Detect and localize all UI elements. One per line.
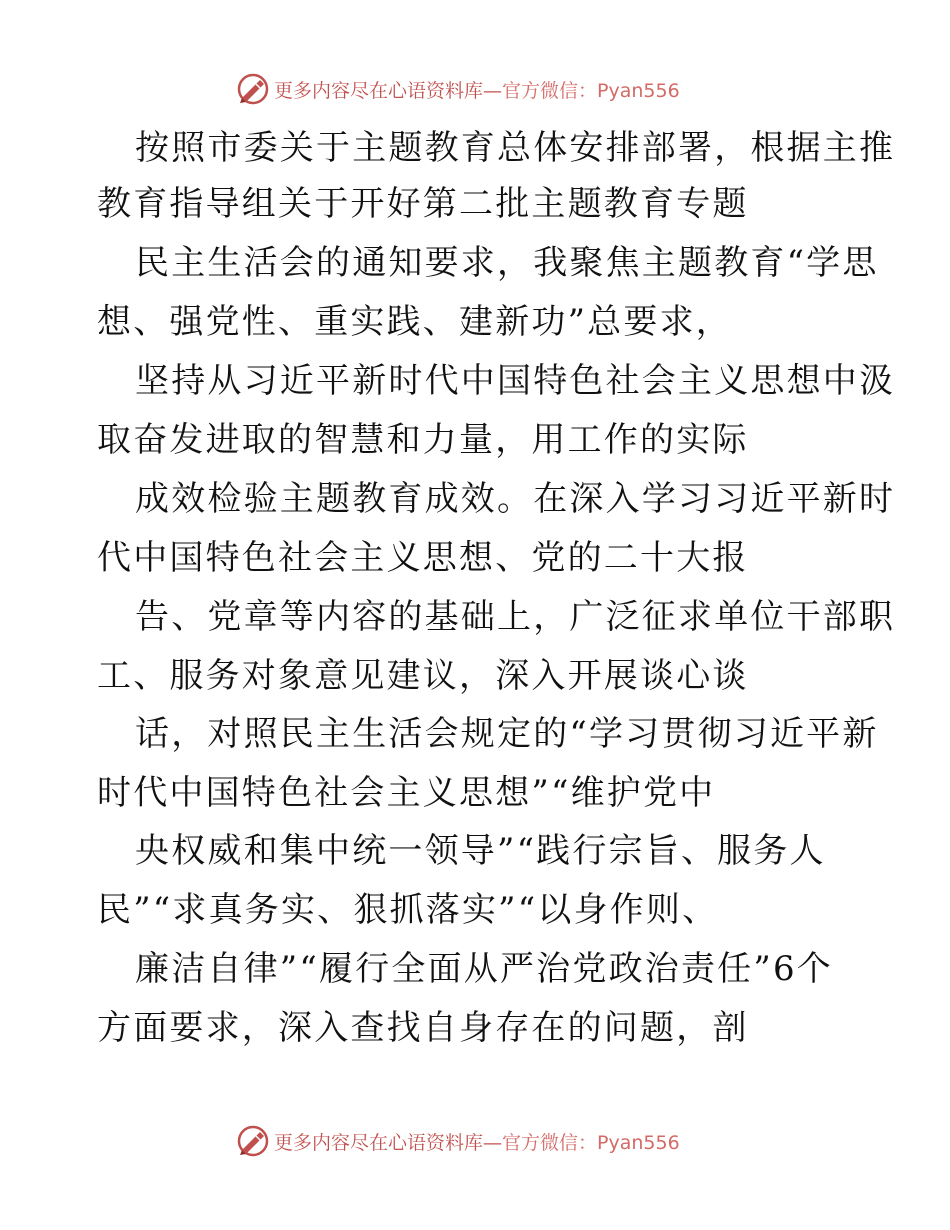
header-banner xyxy=(236,72,680,106)
pen-logo-icon xyxy=(236,1124,270,1158)
body-line: 告、党章等内容的基础上，广泛征求单位干部职 xyxy=(135,597,896,637)
body-line: 成效检验主题教育成效。在深入学习习近平新时 xyxy=(135,479,896,519)
banner-separator: — xyxy=(483,1131,503,1154)
banner-text xyxy=(274,1128,680,1155)
body-line: 央权威和集中统一领导”“践行宗旨、服务人 xyxy=(135,831,826,871)
banner-wechat: 官方微信：Pyan556 xyxy=(502,79,680,102)
body-line: 代中国特色社会主义思想、党的二十大报 xyxy=(97,538,749,578)
footer-banner xyxy=(236,1124,680,1158)
body-line: 工、服务对象意见建议，深入开展谈心谈 xyxy=(97,656,749,696)
banner-separator: — xyxy=(483,79,503,102)
body-line: 教育指导组关于开好第二批主题教育专题 xyxy=(97,184,749,224)
body-line: 坚持从习近平新时代中国特色社会主义思想中汲 xyxy=(135,361,896,401)
body-line: 民主生活会的通知要求，我聚焦主题教育“学思 xyxy=(135,243,879,283)
body-line: 方面要求，深入查找自身存在的问题，剖 xyxy=(97,1008,749,1048)
body-line: 时代中国特色社会主义思想”“维护党中 xyxy=(97,773,716,813)
banner-text xyxy=(274,76,680,103)
body-line: 话，对照民主生活会规定的“学习贯彻习近平新 xyxy=(135,714,879,754)
pen-logo-icon xyxy=(236,72,270,106)
body-line: 想、强党性、重实践、建新功”总要求， xyxy=(97,302,732,342)
body-line: 民”“求真务实、狠抓落实”“以身作则、 xyxy=(97,890,719,930)
body-line: 取奋发进取的智慧和力量，用工作的实际 xyxy=(97,420,749,460)
banner-slogan: 更多内容尽在心语资料库 xyxy=(274,1131,484,1154)
banner-wechat: 官方微信：Pyan556 xyxy=(502,1131,680,1154)
banner-slogan: 更多内容尽在心语资料库 xyxy=(274,79,484,102)
body-line: 按照市委关于主题教育总体安排部署，根据主推 xyxy=(135,128,896,168)
body-line: 廉洁自律”“履行全面从严治党政治责任”6个 xyxy=(135,949,833,989)
